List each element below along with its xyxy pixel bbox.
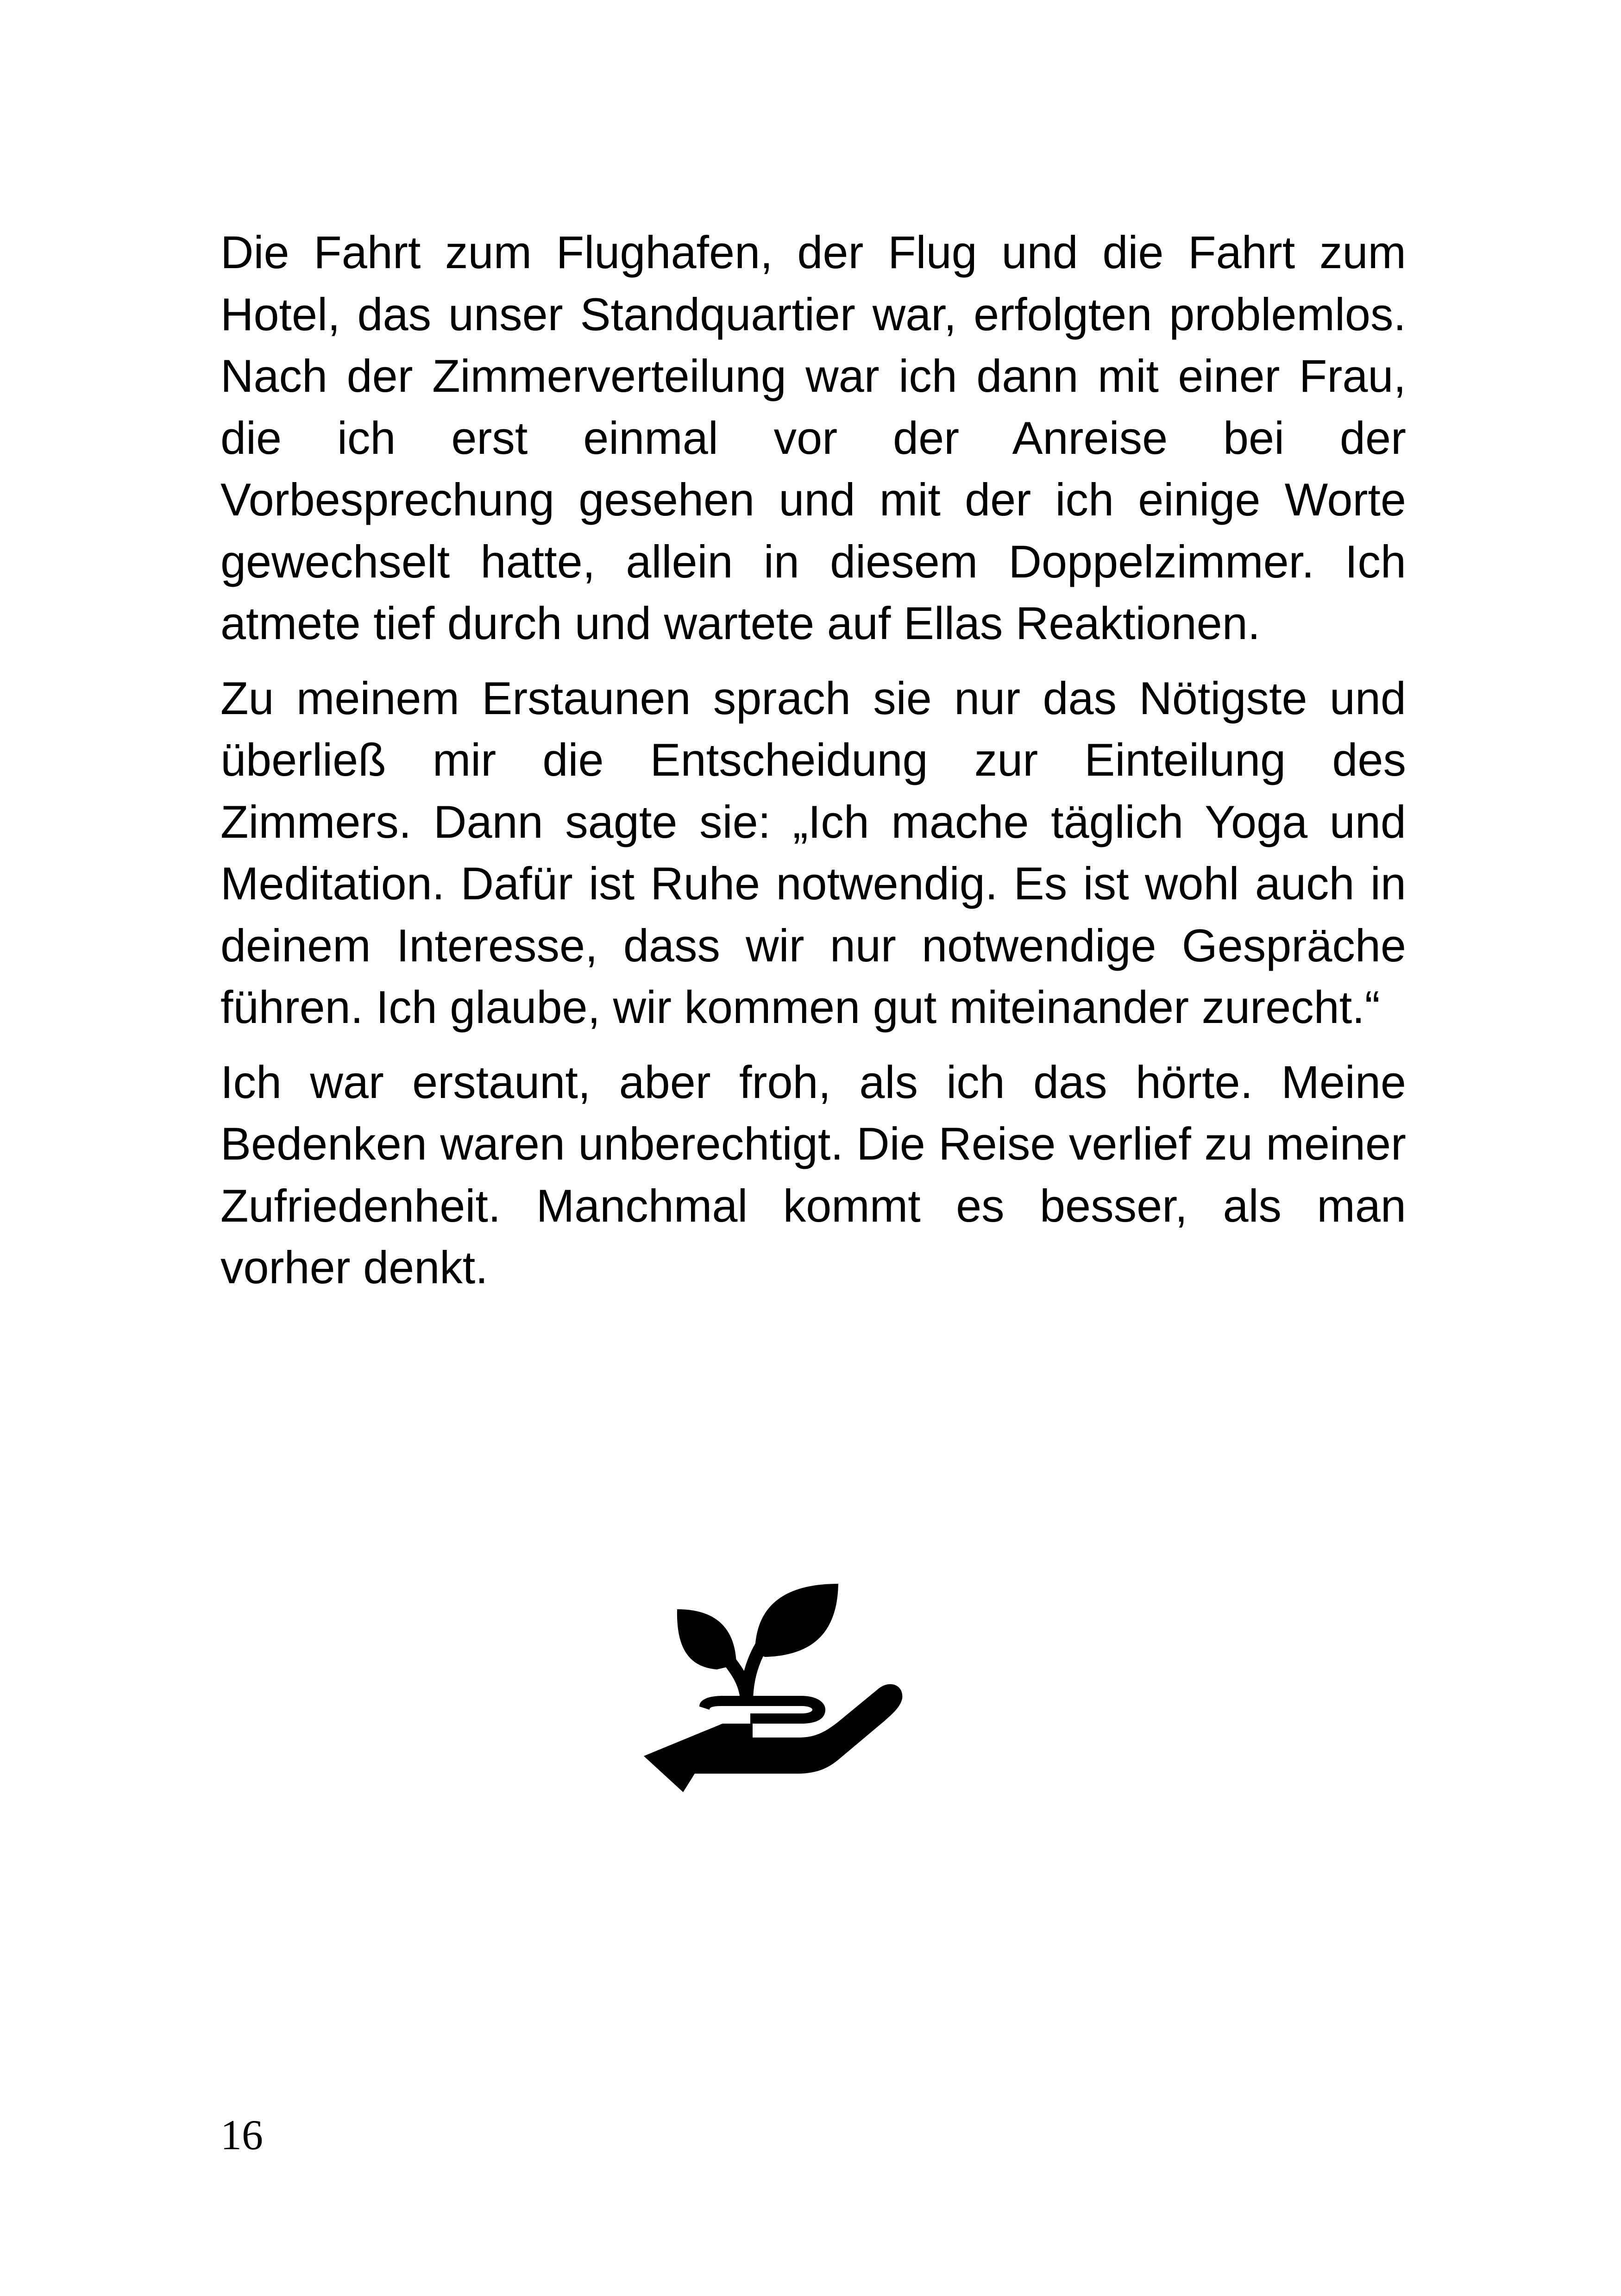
- body-text: [220, 221, 1406, 1311]
- paragraph-1: Die Fahrt zum Flughafen, der Flug und die Fahrt zum Hotel, das unser Standquartier war, erfolgten problemlos. Nach der Zimmerverteilung war ich dann mit einer Frau, die ich erst einmal vor der Anreise bei der Vorbesprechung gesehen und mit der ich einige Worte gewechselt hatte, allein in diesem Doppelzimmer. Ich atmete tief durch und wartete auf Ellas Reaktionen.: [220, 226, 1406, 649]
- hand-holding-sprout-icon: [644, 1575, 912, 1792]
- paragraph-2: Zu meinem Erstaunen sprach sie nur das Nötigste und überließ mir die Entscheidung zur Einteilung des Zimmers. Dann sagte sie: „Ich mache täglich Yoga und Meditation. Dafür ist Ruhe notwendig. Es ist wohl auch in deinem Interesse, dass wir nur notwendige Gespräche führen. Ich glaube, wir kommen gut miteinander zurecht.“: [220, 672, 1406, 1033]
- paragraph-3: Ich war erstaunt, aber froh, als ich das hörte. Meine Bedenken waren unberechtigt. Die Reise verlief zu meiner Zufriedenheit. Manchmal kommt es besser, als man vorher denkt.: [220, 1056, 1406, 1293]
- page-number: 16: [220, 2111, 263, 2158]
